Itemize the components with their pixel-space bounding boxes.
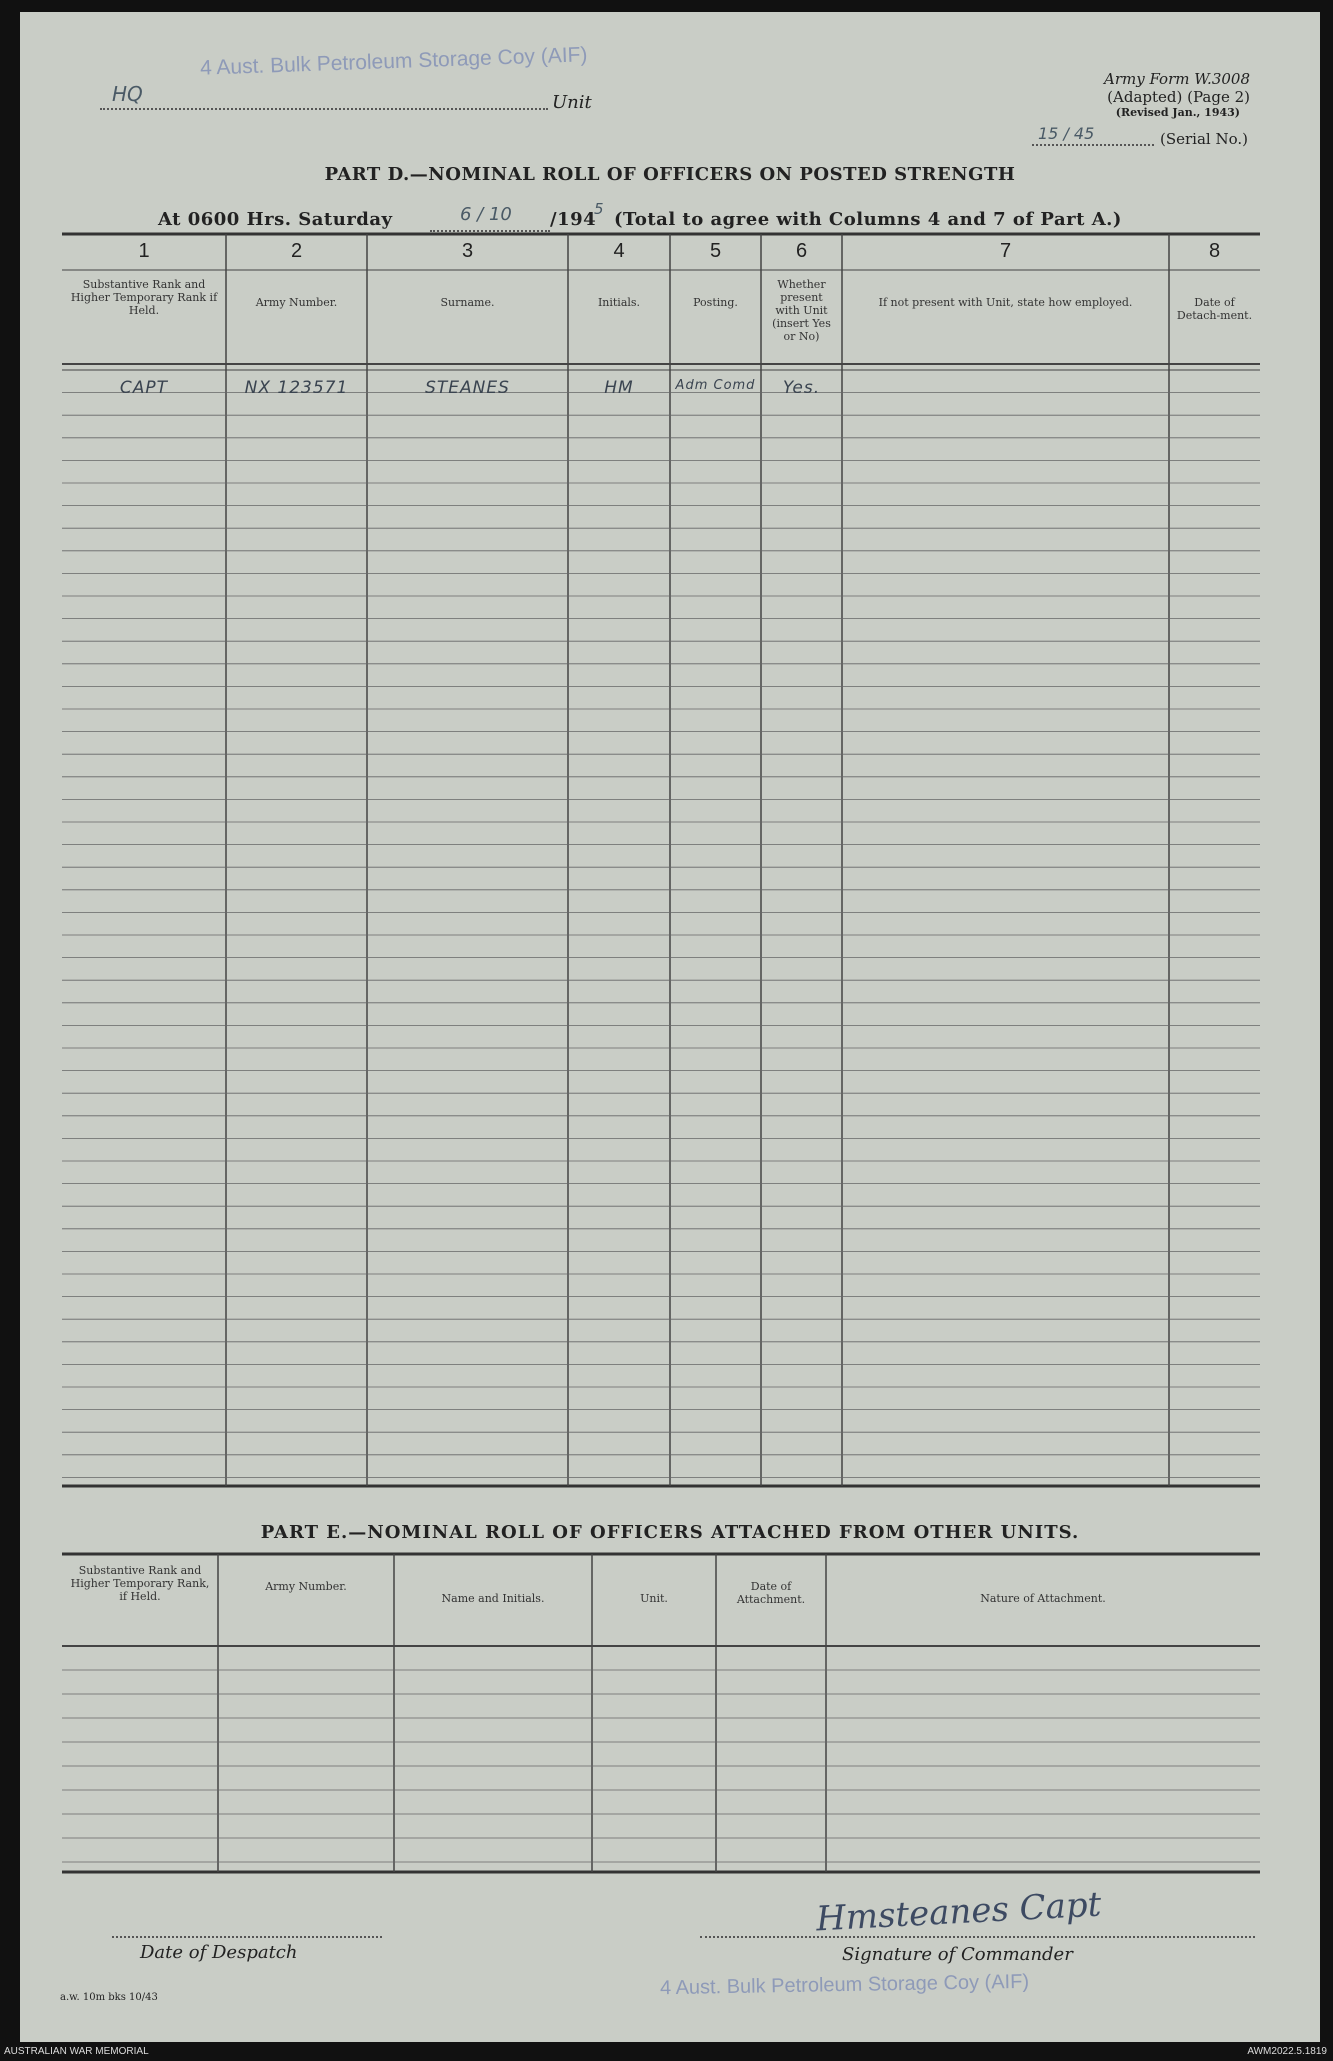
- part-e-col-header-3: Name and Initials.: [441, 1592, 545, 1605]
- archive-footer: [0, 2044, 1333, 2061]
- col-header-4: Initials.: [597, 296, 641, 309]
- col-header-5: Posting.: [693, 296, 738, 309]
- col-number-5: 5: [709, 240, 722, 262]
- unit-label: Unit: [552, 92, 592, 113]
- form-sheet: [20, 12, 1320, 2042]
- form-adapted: (Adapted) (Page 2): [1107, 88, 1250, 106]
- col-number-8: 8: [1208, 240, 1221, 262]
- signature-label: Signature of Commander: [842, 1944, 1073, 1965]
- col-number-7: 7: [999, 240, 1012, 262]
- date-prefix: At 0600 Hrs. Saturday: [158, 209, 393, 230]
- part-e-col-header-2: Army Number.: [265, 1580, 347, 1593]
- archive-id: AWM2022.5.1819: [1247, 2046, 1327, 2057]
- despatch-line: [112, 1936, 382, 1938]
- signature-line: [700, 1936, 1255, 1938]
- col-number-1: 1: [138, 240, 150, 262]
- col-header-2: Army Number.: [255, 296, 338, 309]
- part-e-col-header-6: Nature of Attachment.: [980, 1592, 1106, 1605]
- part-e-col-header-1: Substantive Rank and Higher Temporary Rank, if Held.: [70, 1564, 210, 1603]
- serial-label: (Serial No.): [1160, 130, 1248, 148]
- commander-signature: Hmsteanes Capt: [815, 1884, 1103, 1940]
- col-number-4: 4: [613, 240, 625, 262]
- part-d-title: PART D.—NOMINAL ROLL OF OFFICERS ON POSTED STRENGTH: [324, 164, 1016, 185]
- col-header-3: Surname.: [440, 296, 495, 309]
- date-suffix: (Total to agree with Columns 4 and 7 of Part A.): [614, 209, 1122, 230]
- cell-rank: CAPT: [119, 378, 169, 398]
- signature-stamp: 4 Aust. Bulk Petroleum Storage Coy (AIF): [659, 1970, 1030, 2000]
- part-e-col-header-4: Unit.: [640, 1592, 668, 1605]
- form-number: Army Form W.3008: [1104, 70, 1250, 88]
- cell-posting: Adm Comd: [675, 378, 756, 393]
- cell-number: NX 123571: [244, 378, 349, 398]
- part-e-title: PART E.—NOMINAL ROLL OF OFFICERS ATTACHED FROM OTHER UNITS.: [260, 1522, 1080, 1543]
- date-value: 6 / 10: [460, 204, 512, 225]
- despatch-label: Date of Despatch: [140, 1942, 298, 1963]
- unit-value: HQ: [112, 82, 143, 106]
- col-number-3: 3: [461, 240, 474, 262]
- unit-stamp: 4 Aust. Bulk Petroleum Storage Coy (AIF): [199, 43, 588, 80]
- date-year: /194: [550, 209, 597, 230]
- form-revised: (Revised Jan., 1943): [1115, 106, 1240, 119]
- cell-present: Yes.: [782, 378, 821, 398]
- col-header-1: Substantive Rank and Higher Temporary Rank if Held.: [70, 278, 218, 317]
- cell-initials: HM: [604, 378, 634, 398]
- date-year-hand: 5: [594, 200, 604, 218]
- part-e-col-header-5: Date of Attachment.: [736, 1580, 806, 1606]
- col-number-2: 2: [290, 240, 303, 262]
- col-header-6: Whether present with Unit (insert Yes or No): [772, 278, 831, 343]
- col-header-7: If not present with Unit, state how employed.: [878, 296, 1133, 309]
- col-number-6: 6: [795, 240, 808, 262]
- cell-surname: STEANES: [425, 378, 510, 398]
- serial-value: 15 / 45: [1038, 124, 1095, 143]
- printer-note: a.w. 10m bks 10/43: [60, 1992, 158, 2003]
- col-header-8: Date of Detach-ment.: [1176, 296, 1253, 322]
- archive-name: AUSTRALIAN WAR MEMORIAL: [4, 2046, 149, 2057]
